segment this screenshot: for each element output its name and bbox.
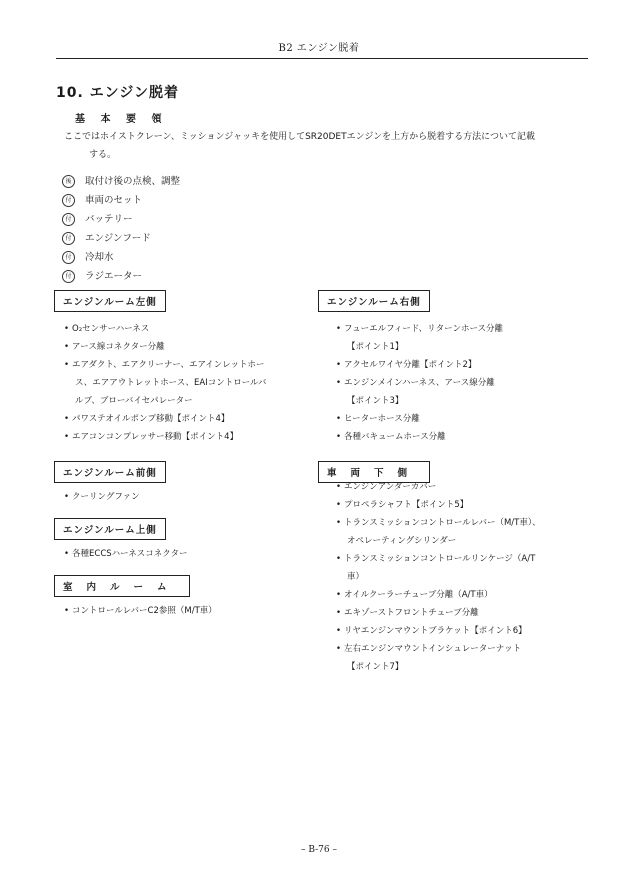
list-item-continued: オペレーティングシリンダー: [347, 536, 457, 546]
prep-item: [62, 192, 142, 207]
group-list-interior: [64, 602, 217, 620]
prep-item-label: 車両のセット: [85, 195, 143, 206]
prep-item: [62, 211, 133, 226]
prep-item-label: ラジエーター: [85, 271, 143, 282]
prep-item-label: エンジンフード: [85, 233, 151, 244]
circled-mark-icon: 後: [62, 175, 75, 188]
intro-line-2: する。: [89, 150, 117, 160]
prep-item: [62, 249, 114, 264]
prep-item-label: 冷却水: [85, 252, 114, 263]
list-item: • 左右エンジンマウントインシュレーターナット: [336, 644, 522, 654]
intro-line-1: ここではホイストクレーン、ミッションジャッキを使用してSR20DETエンジンを上方から脱着する方法について記載: [64, 132, 535, 142]
list-item: • ヒーターホース分離: [336, 414, 420, 424]
list-item: • トランスミッションコントロールレバー（M/T車）、: [336, 518, 541, 528]
list-item-continued: 【ポイント1】: [347, 342, 404, 352]
list-item: • エンジンアンダーカバー: [336, 482, 437, 492]
list-item: • アース線コネクター分離: [64, 342, 165, 352]
list-item: • エアダクト、エアクリーナー、エアインレットホー: [64, 360, 265, 370]
circled-mark-icon: 付: [62, 213, 75, 226]
circled-mark-icon: 付: [62, 270, 75, 283]
list-item: • フューエルフィード、リターンホース分離: [336, 324, 504, 334]
list-item-continued: 【ポイント7】: [347, 662, 404, 672]
list-item: • 各種バキュームホース分離: [336, 432, 446, 442]
list-item: • トランスミッションコントロールリンケージ（A/T: [336, 554, 536, 564]
group-list-right-side: [336, 320, 503, 446]
circled-mark-icon: 付: [62, 232, 75, 245]
prep-item: [62, 268, 142, 283]
list-item: • プロペラシャフト【ポイント5】: [336, 500, 469, 510]
intro-paragraph: [64, 128, 535, 164]
list-item: • クーリングファン: [64, 492, 140, 502]
group-title-right-side: エンジンルーム右側: [318, 290, 430, 312]
prep-item: [62, 230, 151, 245]
section-subheading: 基 本 要 領: [75, 114, 168, 125]
group-title-interior: 室内ルーム: [54, 575, 190, 597]
list-item: • アクセルワイヤ分離【ポイント2】: [336, 360, 477, 370]
list-item: • O₂センサーハーネス: [64, 324, 150, 334]
list-item-continued: ルブ、ブローバイセパレーター: [75, 396, 193, 406]
header-rule: [56, 58, 588, 59]
list-item: • オイルクーラーチューブ分離（A/T車）: [336, 590, 493, 600]
prep-item: [62, 173, 180, 188]
prep-item-label: 取付け後の点検、調整: [85, 176, 181, 187]
prep-item-label: バッテリー: [85, 214, 133, 225]
group-list-front: [64, 488, 140, 506]
list-item-continued: 【ポイント3】: [347, 396, 404, 406]
group-title-under: 車両下側: [318, 461, 430, 483]
group-title-front: エンジンルーム前側: [54, 461, 166, 483]
list-item: • コントロールレバーC2参照（M/T車）: [64, 606, 217, 616]
list-item-continued: ス、エアアウトレットホース、EAIコントロールバ: [75, 378, 267, 388]
list-item: • リヤエンジンマウントブラケット【ポイント6】: [336, 626, 527, 636]
page-number: – B-76 –: [301, 845, 337, 855]
list-item: • パワステオイルポンプ移動【ポイント4】: [64, 414, 230, 424]
group-title-top: エンジンルーム上側: [54, 518, 166, 540]
list-item: • エアコンコンプレッサー移動【ポイント4】: [64, 432, 239, 442]
group-list-left-side: [64, 320, 266, 446]
section-title: 10. エンジン脱着: [56, 85, 179, 101]
group-list-top: [64, 545, 188, 563]
group-title-left-side: エンジンルーム左側: [54, 290, 166, 312]
circled-mark-icon: 付: [62, 194, 75, 207]
list-item: • エンジンメインハーネス、アース線分離: [336, 378, 495, 388]
page-header: B2 エンジン脱着: [278, 43, 360, 54]
circled-mark-icon: 付: [62, 251, 75, 264]
list-item: • 各種ECCSハーネスコネクター: [64, 549, 188, 559]
list-item: • エキゾーストフロントチューブ分離: [336, 608, 479, 618]
list-item-continued: 車）: [347, 572, 365, 582]
group-list-under: [336, 478, 541, 676]
